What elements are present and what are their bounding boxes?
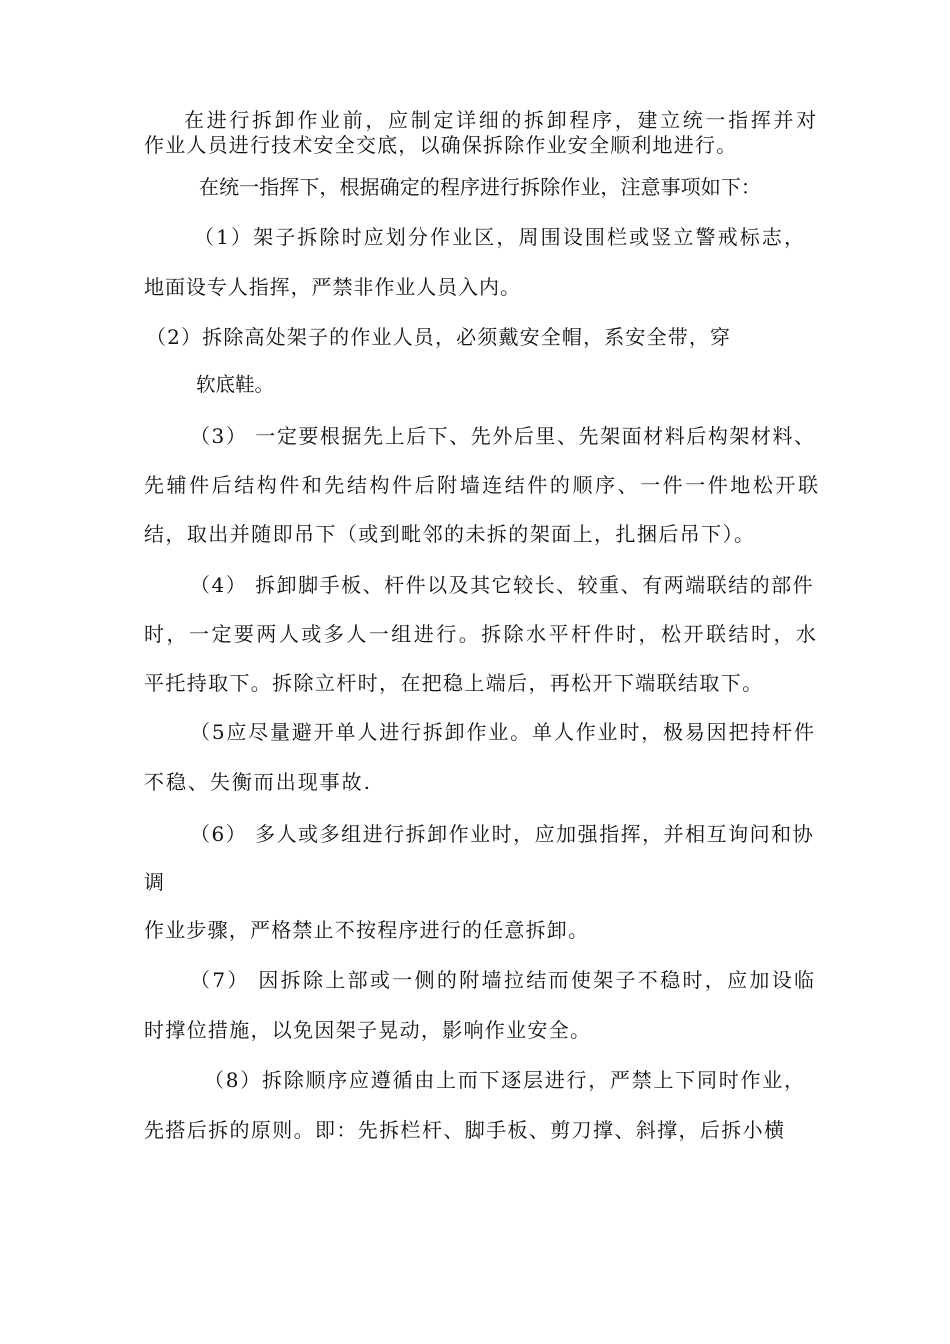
text-line: 结，取出并随即吊下（或到毗邻的未拆的架面上，扎捆后吊下）。 [144, 522, 756, 546]
text-line: 调 [144, 870, 164, 894]
text-line: 先辅件后结构件和先结构件后附墙连结件的顺序、一件一件地松开联 [144, 473, 821, 497]
text-line: 先搭后拆的原则。即：先拆栏杆、脚手板、剪刀撑、斜撑，后拆小横 [144, 1118, 786, 1142]
text-line: （6） 多人或多组进行拆卸作业时，应加强指挥，并相互询问和协 [190, 822, 815, 846]
text-line: （5应尽量避开单人进行拆卸作业。单人作业时，极易因把持杆件 [190, 720, 816, 744]
text-line: （8）拆除顺序应遵循由上而下逐层进行，严禁上下同时作业， [204, 1068, 806, 1092]
text-line: 地面设专人指挥，严禁非作业人员入内。 [144, 275, 521, 299]
text-line: （4） 拆卸脚手板、杆件以及其它较长、较重、有两端联结的部件 [190, 573, 815, 597]
text-line: （2）拆除高处架子的作业人员，必须戴安全帽，系安全带，穿 [146, 325, 732, 349]
text-line: （7） 因拆除上部或一侧的附墙拉结而使架子不稳时，应加设临 [190, 968, 817, 992]
text-line: （1）架子拆除时应划分作业区，周围设围栏或竖立警戒标志， [194, 225, 807, 249]
text-line: 不稳、失衡而出现事故. [144, 770, 372, 794]
text-line: 时撑位措施，以免因架子晃动，影响作业安全。 [144, 1018, 592, 1042]
text-line: 在统一指挥下，根据确定的程序进行拆除作业，注意事项如下： [199, 175, 761, 199]
text-line: 作业步骤，严格禁止不按程序进行的任意拆卸。 [144, 918, 590, 942]
text-line: 平托持取下。拆除立杆时，在把稳上端后，再松开下端联结取下。 [144, 671, 764, 695]
text-line: 时，一定要两人或多人一组进行。拆除水平杆件时，松开联结时，水 [144, 622, 819, 646]
text-line: 作业人员进行技术安全交底，以确保拆除作业安全顺利地进行。 [144, 133, 738, 157]
text-line: 软底鞋。 [196, 373, 275, 396]
text-line: 在进行拆卸作业前，应制定详细的拆卸程序，建立统一指挥并对 [184, 108, 819, 132]
text-line: （3） 一定要根据先上后下、先外后里、先架面材料后构架材料、 [190, 424, 816, 448]
